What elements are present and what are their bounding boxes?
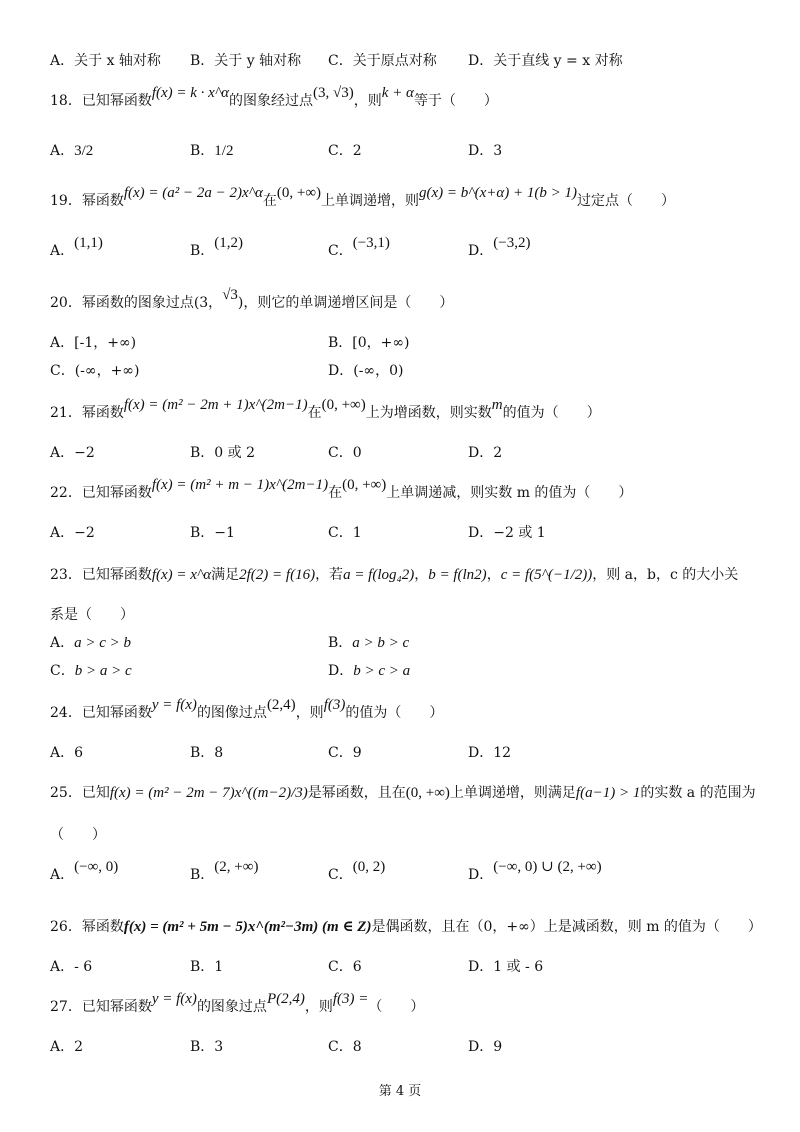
q23-option-a: A．a > c > b <box>50 635 132 651</box>
q22-option-b: B．−1 <box>190 525 235 541</box>
q27-option-c: C．8 <box>328 1039 362 1055</box>
q20-option-a: A．[-1，+∞) <box>50 335 137 351</box>
q27-stem: 27．已知幂函数y = f(x)的图象过点P(2,4)，则f(3) =（ ） <box>50 991 425 1015</box>
q26-stem: 26．幂函数f(x) = (m² + 5m − 5)x^(m²−3m) (m ∈ Z)是偶函数，且在（0，+∞）上是减函数，则 m 的值为（ ） <box>50 919 762 935</box>
page-number: 第 4 页 <box>378 1084 422 1099</box>
q21-option-c: C．0 <box>328 445 362 461</box>
q18-stem: 18．已知幂函数f(x) = k · x^α的图象经过点(3, √3)，则k + α等于（ ） <box>50 85 498 109</box>
q19-option-a: A．(1,1) <box>50 235 103 259</box>
q21-option-a: A．−2 <box>50 445 95 461</box>
q20-option-d: D．(-∞，0) <box>328 363 404 379</box>
q26-option-d: D．1 或 - 6 <box>468 959 544 975</box>
q24-option-b: B．8 <box>190 745 224 761</box>
q27-option-b: B．3 <box>190 1039 224 1055</box>
q24-option-a: A．6 <box>50 745 84 761</box>
q19-option-d: D．(−3,2) <box>468 235 531 259</box>
q19-option-b: B．(1,2) <box>190 235 244 259</box>
q23-stem-cont: 系是（ ） <box>50 607 134 623</box>
q21-option-b: B．0 或 2 <box>190 445 256 461</box>
q18-option-a: A．3/2 <box>50 143 94 159</box>
q18-option-b: B．1/2 <box>190 143 234 159</box>
q19-option-c: C．(−3,1) <box>328 235 390 259</box>
q17-option-c: C．关于原点对称 <box>328 53 437 69</box>
q17-option-a: A．关于 x 轴对称 <box>50 53 161 69</box>
q24-stem: 24．已知幂函数y = f(x)的图像过点(2,4)，则f(3)的值为（ ） <box>50 697 444 721</box>
q22-option-d: D．−2 或 1 <box>468 525 546 541</box>
q25-stem-cont: （ ） <box>50 827 106 843</box>
q23-option-d: D．b > c > a <box>328 663 411 679</box>
q22-option-c: C．1 <box>328 525 362 541</box>
q24-option-c: C．9 <box>328 745 362 761</box>
q17-option-d: D．关于直线 y = x 对称 <box>468 53 623 69</box>
q24-option-d: D．12 <box>468 745 512 761</box>
q25-option-d: D．(−∞, 0) ∪ (2, +∞) <box>468 859 602 883</box>
q19-stem: 19．幂函数f(x) = (a² − 2a − 2)x^α在(0, +∞)上单调递增，则g(x) = b^(x+α) + 1(b > 1)过定点（ ） <box>50 185 675 209</box>
q26-option-c: C．6 <box>328 959 362 975</box>
q26-option-a: A．- 6 <box>50 959 93 975</box>
q27-option-d: D．9 <box>468 1039 503 1055</box>
q18-option-c: C．2 <box>328 143 362 159</box>
q22-option-a: A．−2 <box>50 525 95 541</box>
q23-stem: 23．已知幂函数f(x) = x^α满足2f(2) = f(16)，若a = f(log₄2)，b = f(ln2)，c = f(5^(−1/2))，则 a，b，c 的大小关 <box>50 567 739 583</box>
q26-option-b: B．1 <box>190 959 224 975</box>
q20-option-b: B．[0，+∞) <box>328 335 410 351</box>
q21-option-d: D．2 <box>468 445 503 461</box>
q25-option-a: A．(−∞, 0) <box>50 859 119 883</box>
q27-option-a: A．2 <box>50 1039 84 1055</box>
q18-option-d: D．3 <box>468 143 503 159</box>
q22-stem: 22．已知幂函数f(x) = (m² + m − 1)x^(2m−1)在(0, +∞)上单调递减，则实数 m 的值为（ ） <box>50 477 633 501</box>
q20-option-c: C．(-∞，+∞) <box>50 363 140 379</box>
q25-stem: 25．已知f(x) = (m² − 2m − 7)x^((m−2)/3)是幂函数，且在(0, +∞)上单调递增，则满足f(a−1) > 1的实数 a 的范围为 <box>50 785 756 801</box>
q20-stem: 20．幂函数的图象过点(3，√3)，则它的单调递增区间是（ ） <box>50 287 454 311</box>
q21-stem: 21．幂函数f(x) = (m² − 2m + 1)x^(2m−1)在(0, +∞)上为增函数，则实数m的值为（ ） <box>50 397 601 421</box>
q17-option-b: B．关于 y 轴对称 <box>190 53 302 69</box>
q23-option-b: B．a > b > c <box>328 635 410 651</box>
q25-option-c: C．(0, 2) <box>328 859 386 883</box>
q23-option-c: C．b > a > c <box>50 663 132 679</box>
q25-option-b: B．(2, +∞) <box>190 859 259 883</box>
